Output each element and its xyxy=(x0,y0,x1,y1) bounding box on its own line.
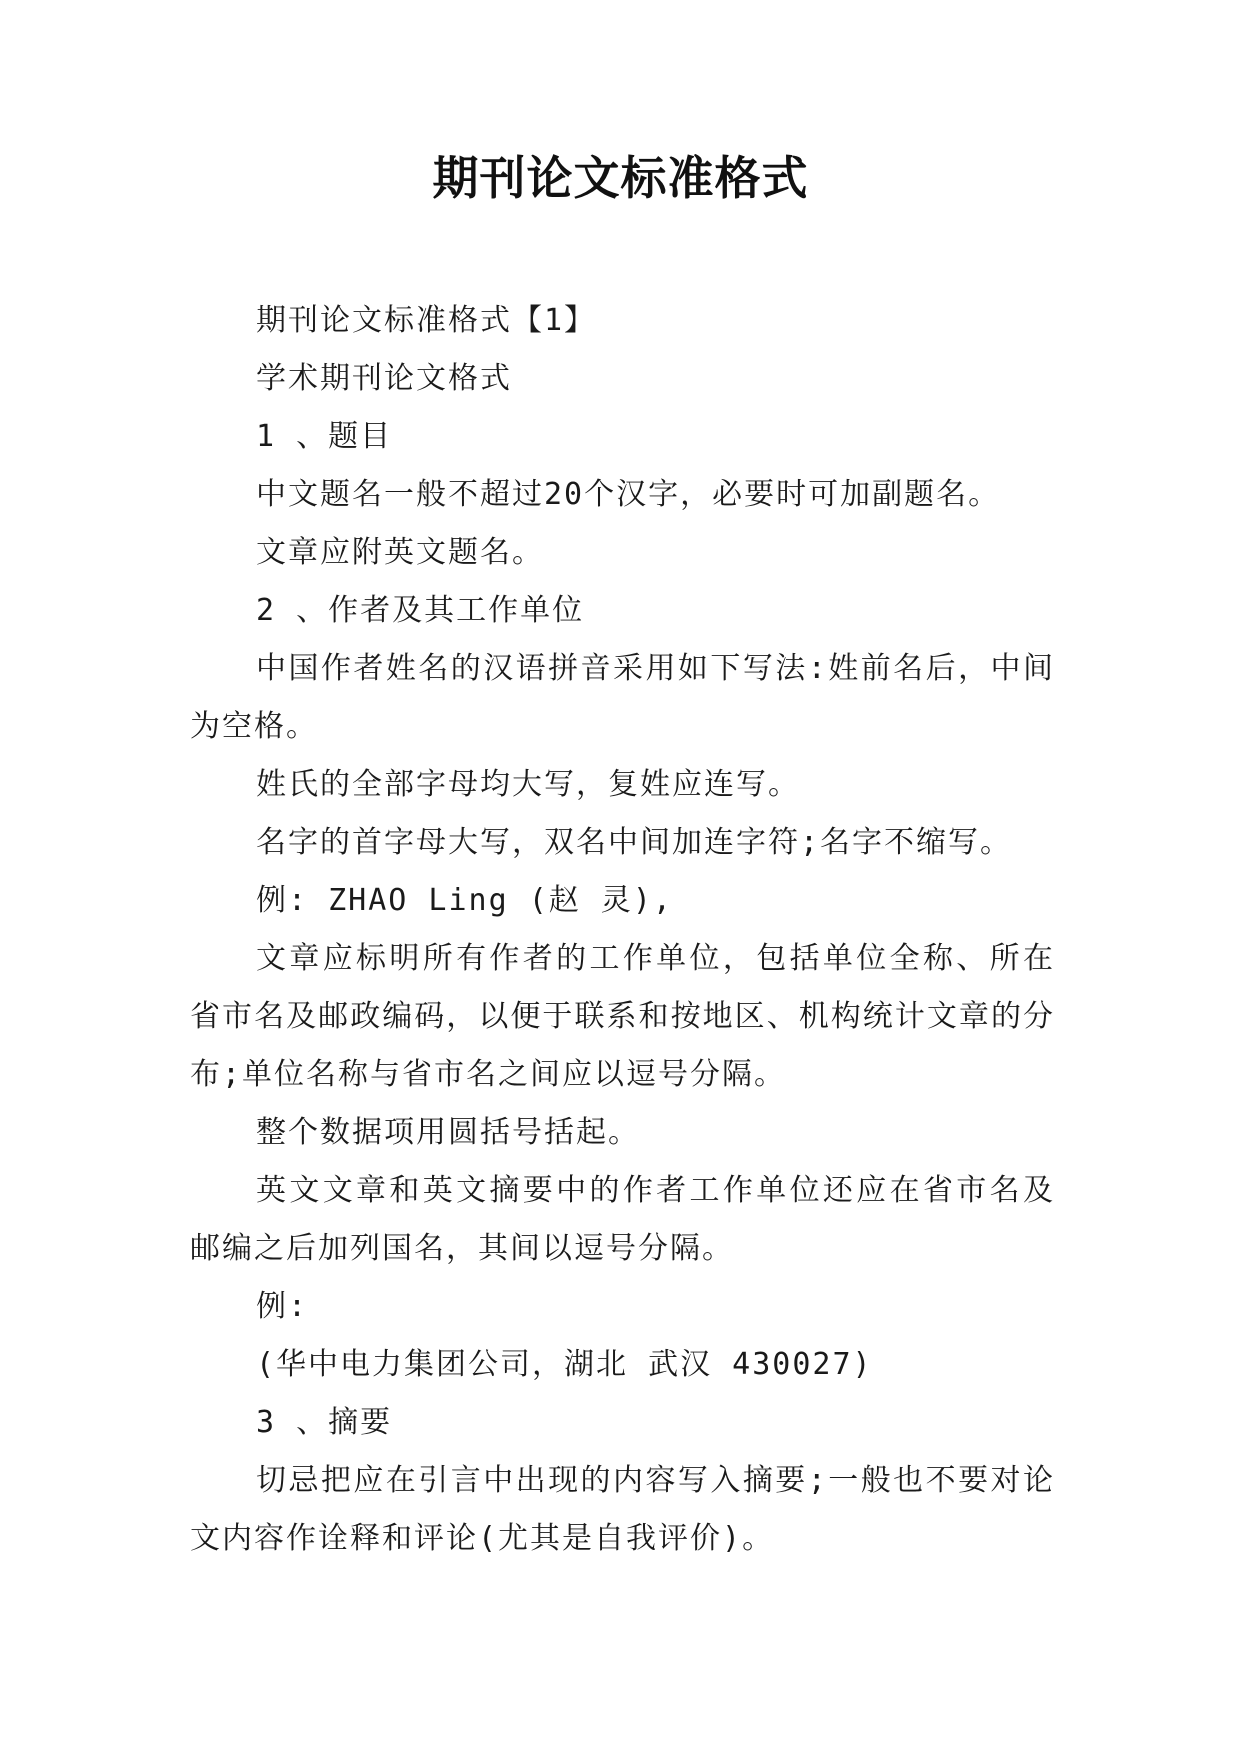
section-heading-1: 期刊论文标准格式【1】 xyxy=(256,303,597,338)
paragraph-given-name-rule: 名字的首字母大写，双名中间加连字符;名字不缩写。 xyxy=(256,825,1013,860)
paragraph-example-label: 例: xyxy=(256,1289,309,1324)
subheading-academic-format: 学术期刊论文格式 xyxy=(256,361,512,396)
paragraph-chinese-title: 中文题名一般不超过20个汉字，必要时可加副题名。 xyxy=(256,477,1001,512)
paragraph-english-affiliation: 英文文章和英文摘要中的作者工作单位还应在省市名及邮编之后加列国名，其间以逗号分隔。 xyxy=(190,1173,1055,1266)
document-body xyxy=(190,292,1055,1568)
paragraph-abstract-rule: 切忌把应在引言中出现的内容写入摘要;一般也不要对论文内容作诠释和评论(尤其是自我评价)。 xyxy=(190,1463,1055,1556)
paragraph-pinyin-rule: 中国作者姓名的汉语拼音采用如下写法:姓前名后，中间为空格。 xyxy=(190,651,1055,744)
paragraph-surname-rule: 姓氏的全部字母均大写，复姓应连写。 xyxy=(256,767,800,802)
item-heading-author: 2 、作者及其工作单位 xyxy=(256,593,585,628)
item-heading-title: 1 、题目 xyxy=(256,419,393,454)
paragraph-parentheses-rule: 整个数据项用圆括号括起。 xyxy=(256,1115,640,1150)
item-heading-abstract: 3 、摘要 xyxy=(256,1405,393,1440)
document-title: 期刊论文标准格式 xyxy=(432,151,809,205)
paragraph-english-title: 文章应附英文题名。 xyxy=(256,535,544,570)
paragraph-affiliation-example: (华中电力集团公司，湖北 武汉 430027) xyxy=(256,1347,873,1382)
paragraph-affiliation-rule: 文章应标明所有作者的工作单位，包括单位全称、所在省市名及邮政编码，以便于联系和按地区、机构统计文章的分布;单位名称与省市名之间应以逗号分隔。 xyxy=(190,941,1055,1092)
paragraph-name-example: 例: ZHAO Ling (赵 灵), xyxy=(256,883,673,918)
